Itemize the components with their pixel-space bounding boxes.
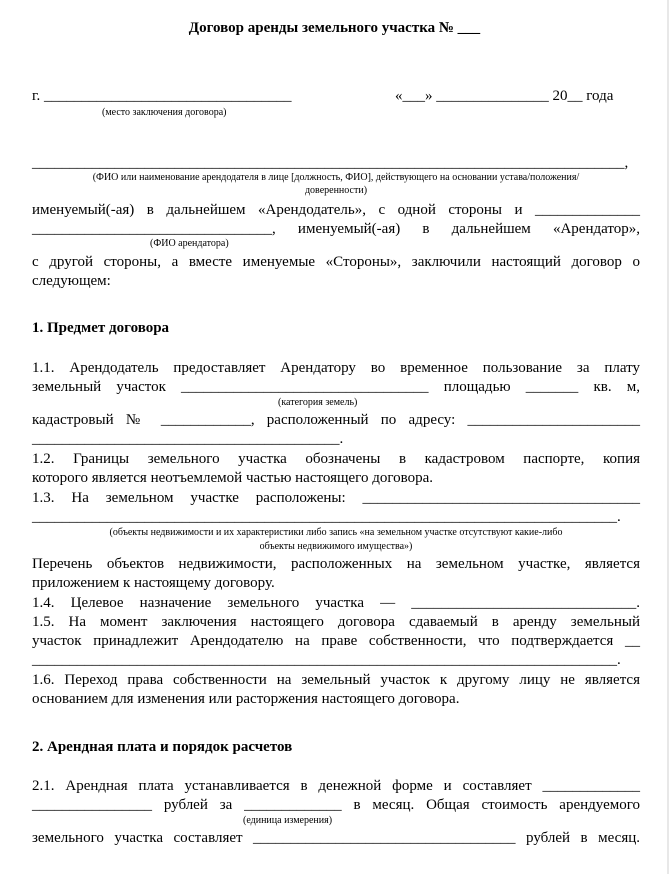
unit-caption: (единица измерения) (243, 815, 333, 826)
clause-1-4: 1.4. Целевое назначение земельного участка — ______________________________. (32, 595, 640, 611)
objects-list-line-1: Перечень объектов недвижимости, расположенных на земельном участке, является (32, 556, 640, 572)
place-caption: (место заключения договора) (102, 107, 227, 118)
landlord-blank: _______________________________________________________________________________, (32, 155, 629, 171)
clause-1-1-line-2: земельный участок _________________________________ площадью _______ кв. м, (32, 379, 640, 395)
preamble-line-2: ________________________________, именуемый(-ая) в дальнейшем «Арендатор», (32, 221, 640, 237)
clause-2-1-line-2: ________________ рублей за _____________ в месяц. Общая стоимость арендуемого (32, 797, 640, 813)
clause-1-3-line-1: 1.3. На земельном участке расположены: _____________________________________ (32, 490, 640, 506)
clause-1-6-line-2: основанием для изменения или расторжения настоящего договора. (32, 691, 460, 707)
objects-caption-2: объекты недвижимого имущества») (259, 541, 413, 552)
date-line: «___» _______________ 20__ года (395, 88, 614, 104)
clause-1-6-line-1: 1.6. Переход права собственности на земельный участок к другому лицу не является (32, 672, 640, 688)
preamble-line-4: следующем: (32, 273, 111, 289)
clause-1-5-line-3: ______________________________________________________________________________. (32, 652, 621, 668)
clause-2-1-line-1: 2.1. Арендная плата устанавливается в денежной форме и составляет _____________ (32, 778, 640, 794)
clause-1-3-line-2: ______________________________________________________________________________. (32, 509, 621, 525)
preamble-line-1: именуемый(-ая) в дальнейшем «Арендодатель», с одной стороны и ______________ (32, 202, 640, 218)
clause-1-2-line-1: 1.2. Границы земельного участка обозначены в кадастровом паспорте, копия (32, 451, 640, 467)
clause-1-1-line-3: кадастровый № ____________, расположенный по адресу: _______________________ (32, 412, 640, 428)
clause-1-5-line-1: 1.5. На момент заключения настоящего договора сдаваемый в аренду земельный (32, 614, 640, 630)
clause-2-1-line-3: земельного участка составляет ___________________________________ рублей в месяц. (32, 830, 640, 846)
section-1-heading: 1. Предмет договора (32, 320, 170, 336)
clause-1-5-line-2: участок принадлежит Арендодателю на праве собственности, что подтверждается __ (32, 633, 640, 649)
category-caption: (категория земель) (278, 397, 358, 408)
landlord-caption-2: доверенности) (304, 185, 368, 196)
clause-1-1-line-4: _________________________________________. (32, 431, 344, 447)
clause-1-1-line-1: 1.1. Арендодатель предоставляет Арендатору во временное пользование за плату (32, 360, 640, 376)
document-title: Договор аренды земельного участка № ___ (188, 20, 481, 36)
section-2-heading: 2. Арендная плата и порядок расчетов (32, 739, 293, 755)
clause-1-2-line-2: которого является неотъемлемой частью настоящего договора. (32, 470, 434, 486)
landlord-caption-1: (ФИО или наименование арендодателя в лице [должность, ФИО], действующего на основании устава/положения/ (92, 172, 580, 183)
place-line: г. _________________________________ (32, 88, 292, 104)
tenant-caption: (ФИО арендатора) (150, 238, 229, 249)
preamble-line-3: с другой стороны, а вместе именуемые «Стороны», заключили настоящий договор о (32, 254, 640, 270)
objects-list-line-2: приложением к настоящему договору. (32, 575, 275, 591)
objects-caption-1: (объекты недвижимости и их характеристики либо запись «на земельном участке отсутствуют какие-либо (109, 527, 563, 538)
